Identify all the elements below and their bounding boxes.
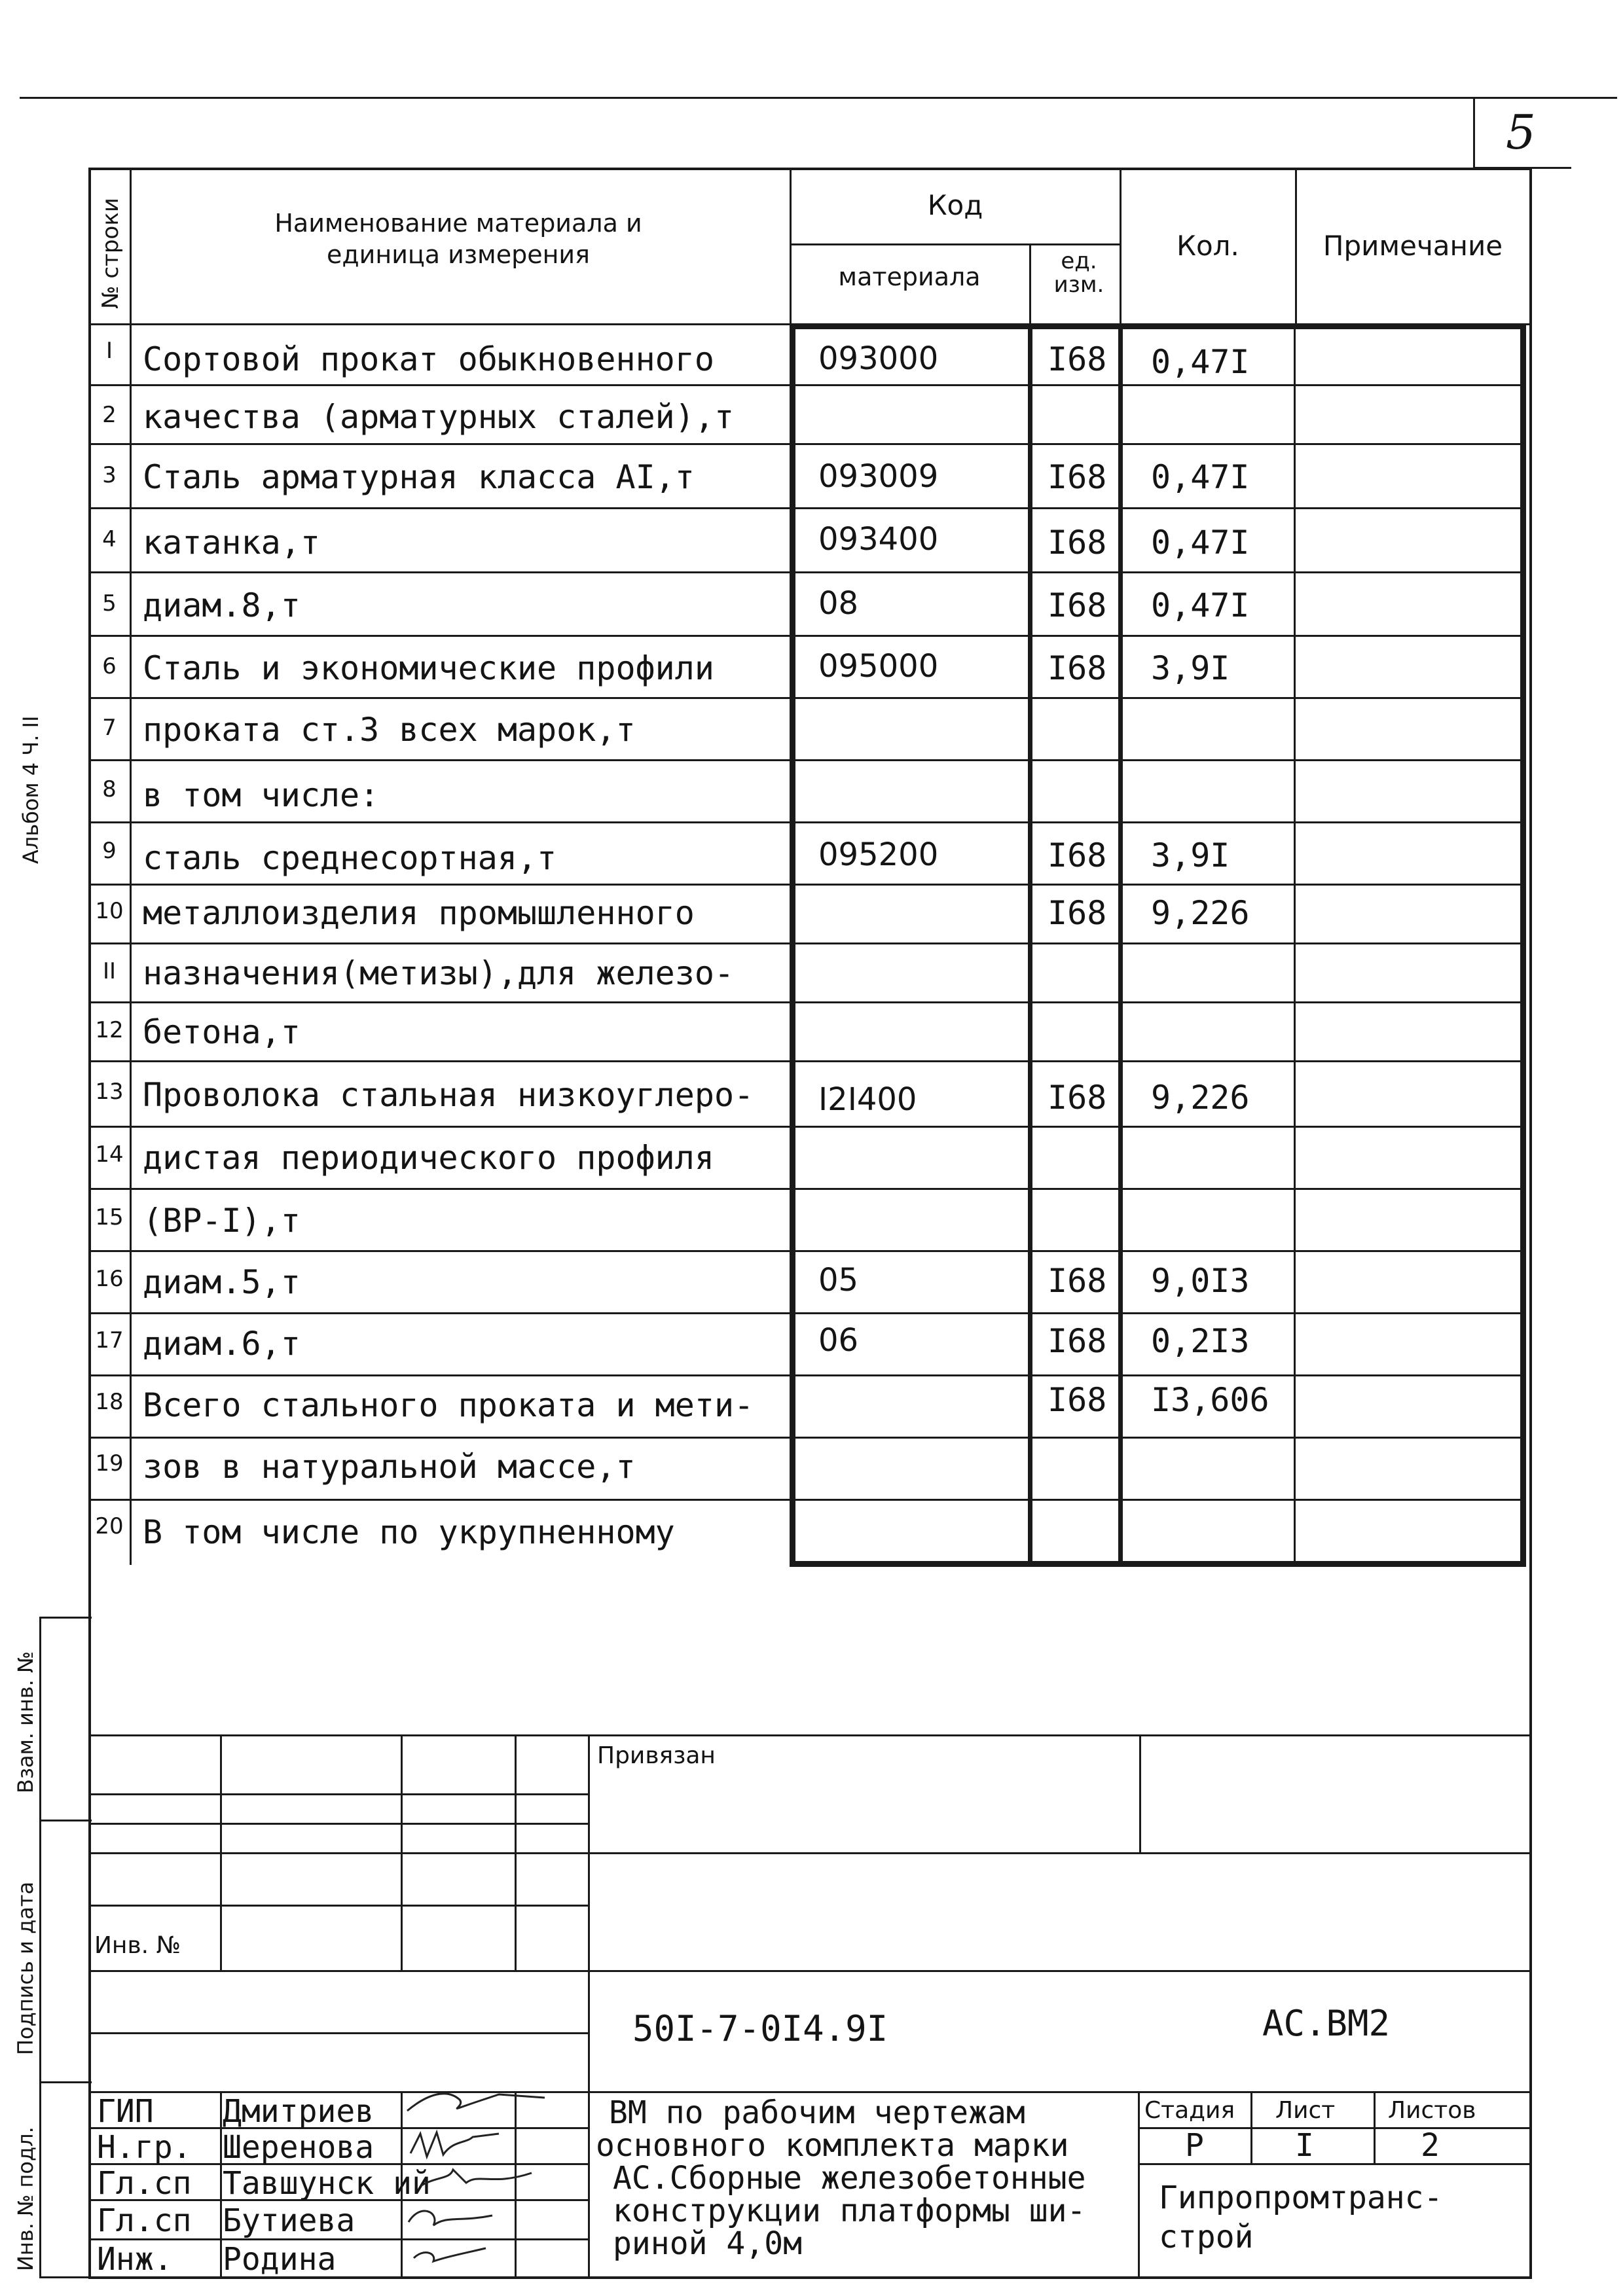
quantity: 9,226: [1151, 894, 1250, 932]
material-name: диам.6,т: [143, 1325, 301, 1363]
person-name: Родина: [223, 2241, 337, 2278]
material-name: в том числе:: [143, 776, 380, 814]
material-name: Сталь и экономические профили: [143, 649, 714, 687]
material-name: диам.8,т: [143, 586, 301, 624]
header-note: Примечание: [1322, 230, 1503, 262]
org-line: строй: [1159, 2219, 1254, 2255]
title-line: конструкции платформы ши-: [613, 2193, 1086, 2229]
unit-code: I68: [1048, 894, 1107, 932]
row-number: 16: [95, 1266, 124, 1292]
header-code: Код: [927, 189, 983, 221]
quantity: 0,47I: [1151, 343, 1250, 381]
title-line: риной 4,0м: [613, 2225, 802, 2262]
row-number: 13: [95, 1079, 124, 1105]
material-name: В том числе по укрупненному: [143, 1513, 675, 1551]
org-line: Гипропромтранс-: [1159, 2179, 1443, 2216]
material-name: Сталь арматурная класса AI,т: [143, 458, 695, 496]
unit-code: I68: [1048, 1262, 1107, 1300]
signature-3: [420, 2170, 532, 2186]
title-line: AC.Сборные железобетонные: [613, 2160, 1086, 2197]
person-name: Тавшунск ий: [223, 2165, 431, 2202]
unit-code: I68: [1048, 649, 1107, 687]
sheets-label: Листов: [1388, 2097, 1476, 2124]
material-name: металлоизделия промышленного: [143, 894, 695, 932]
material-code: 093000: [818, 340, 939, 377]
quantity: 0,2I3: [1151, 1322, 1250, 1360]
unit-code: I68: [1048, 836, 1107, 874]
unit-code: I68: [1048, 340, 1107, 378]
row-number: 5: [102, 590, 117, 617]
signature-2: [410, 2132, 499, 2157]
quantity: 3,9I: [1151, 649, 1230, 687]
unit-code: I68: [1048, 586, 1107, 624]
material-name: дистая периодического профиля: [143, 1139, 714, 1177]
inv-podl-label: Инв. № подл.: [13, 2126, 38, 2271]
inv-no-label: Инв. №: [94, 1932, 181, 1959]
row-number: 10: [95, 898, 124, 924]
drawing-mark: AC.BM2: [1262, 2003, 1391, 2044]
row-number: 15: [95, 1204, 124, 1230]
header-row-number: № строки: [98, 198, 124, 309]
row-number: I: [105, 338, 113, 364]
signature-1: [407, 2094, 545, 2111]
row-number: 20: [95, 1513, 124, 1539]
quantity: 9,0I3: [1151, 1262, 1250, 1300]
material-code: I2I400: [818, 1081, 917, 1118]
privyazan-label: Привязан: [597, 1742, 716, 1769]
unit-code: I68: [1048, 524, 1107, 562]
row-number: II: [102, 958, 117, 984]
material-name: качества (арматурных сталей),т: [143, 398, 735, 436]
album-label: Альбом 4 Ч. II: [18, 715, 43, 864]
material-code: 05: [818, 1262, 859, 1299]
document-code: 50I-7-0I4.9I: [632, 2008, 888, 2049]
material-name: Всего стального проката и мети-: [143, 1386, 754, 1424]
material-name: (BP-I),т: [143, 1202, 301, 1240]
row-number: 8: [102, 776, 117, 802]
quantity: 3,9I: [1151, 836, 1230, 874]
material-name: Сортовой прокат обыкновенного: [143, 340, 714, 378]
quantity: 0,47I: [1151, 524, 1250, 562]
role: Гл.сп: [97, 2202, 192, 2239]
quantity: 0,47I: [1151, 458, 1250, 496]
role: Инж.: [97, 2241, 173, 2278]
role: Н.гр.: [97, 2129, 192, 2166]
material-code: 095200: [818, 836, 939, 873]
sheet-number: 5: [1506, 105, 1536, 160]
unit-code: I68: [1048, 458, 1107, 496]
quantity: 9,226: [1151, 1079, 1250, 1117]
signature-5: [414, 2248, 486, 2261]
row-number: 7: [102, 715, 117, 741]
role: ГИП: [97, 2093, 154, 2130]
material-code: 093009: [818, 458, 939, 495]
person-name: Дмитриев: [223, 2093, 374, 2130]
header-unit: ед. изм.: [1053, 248, 1104, 298]
podpis-data-label: Подпись и дата: [13, 1881, 38, 2055]
unit-code: I68: [1048, 1381, 1107, 1419]
row-number: 6: [102, 653, 117, 679]
title-line: основного комплекта марки: [596, 2127, 1069, 2164]
material-name: диам.5,т: [143, 1263, 301, 1301]
material-code: 095000: [818, 648, 939, 685]
material-code: 08: [818, 585, 859, 622]
row-number: 19: [95, 1450, 124, 1477]
material-name: бетона,т: [143, 1013, 301, 1051]
header-name: Наименование материала и единица измерения: [274, 209, 642, 269]
row-number: 18: [95, 1389, 124, 1415]
row-number: 17: [95, 1327, 124, 1354]
row-number: 14: [95, 1141, 124, 1168]
unit-code: I68: [1048, 1322, 1107, 1360]
vzam-inv-label: Взам. инв. №: [13, 1651, 38, 1793]
material-code: 093400: [818, 521, 939, 558]
sheets-value: 2: [1421, 2127, 1440, 2164]
material-name: зов в натуральной массе,т: [143, 1448, 636, 1486]
material-code: 06: [818, 1322, 859, 1359]
signature-4: [409, 2211, 492, 2225]
header-material: материала: [838, 262, 981, 291]
person-name: Бутиева: [223, 2202, 356, 2239]
header-quantity: Кол.: [1176, 230, 1239, 262]
row-number: 4: [102, 526, 117, 552]
stage-label: Стадия: [1144, 2097, 1235, 2124]
row-number: 12: [95, 1017, 124, 1043]
sheet-value: I: [1295, 2127, 1314, 2164]
stage-value: Р: [1185, 2127, 1204, 2164]
material-name: назначения(метизы),для железо-: [143, 954, 735, 992]
unit-code: I68: [1048, 1079, 1107, 1117]
sheet-label: Лист: [1275, 2097, 1336, 2124]
row-number: 3: [102, 462, 117, 488]
row-number: 9: [102, 838, 117, 864]
material-name: сталь среднесортная,т: [143, 839, 557, 877]
material-name: проката ст.3 всех марок,т: [143, 711, 636, 749]
material-name: катанка,т: [143, 524, 320, 562]
role: Гл.сп: [97, 2165, 192, 2202]
row-number: 2: [102, 402, 117, 428]
title-line: ВМ по рабочим чертежам: [609, 2094, 1025, 2131]
quantity: 0,47I: [1151, 586, 1250, 624]
handwritten-signatures: [401, 2081, 551, 2278]
material-name: Проволока стальная низкоуглеро-: [143, 1076, 754, 1114]
person-name: Шеренова: [223, 2129, 374, 2166]
quantity: I3,606: [1151, 1381, 1269, 1419]
